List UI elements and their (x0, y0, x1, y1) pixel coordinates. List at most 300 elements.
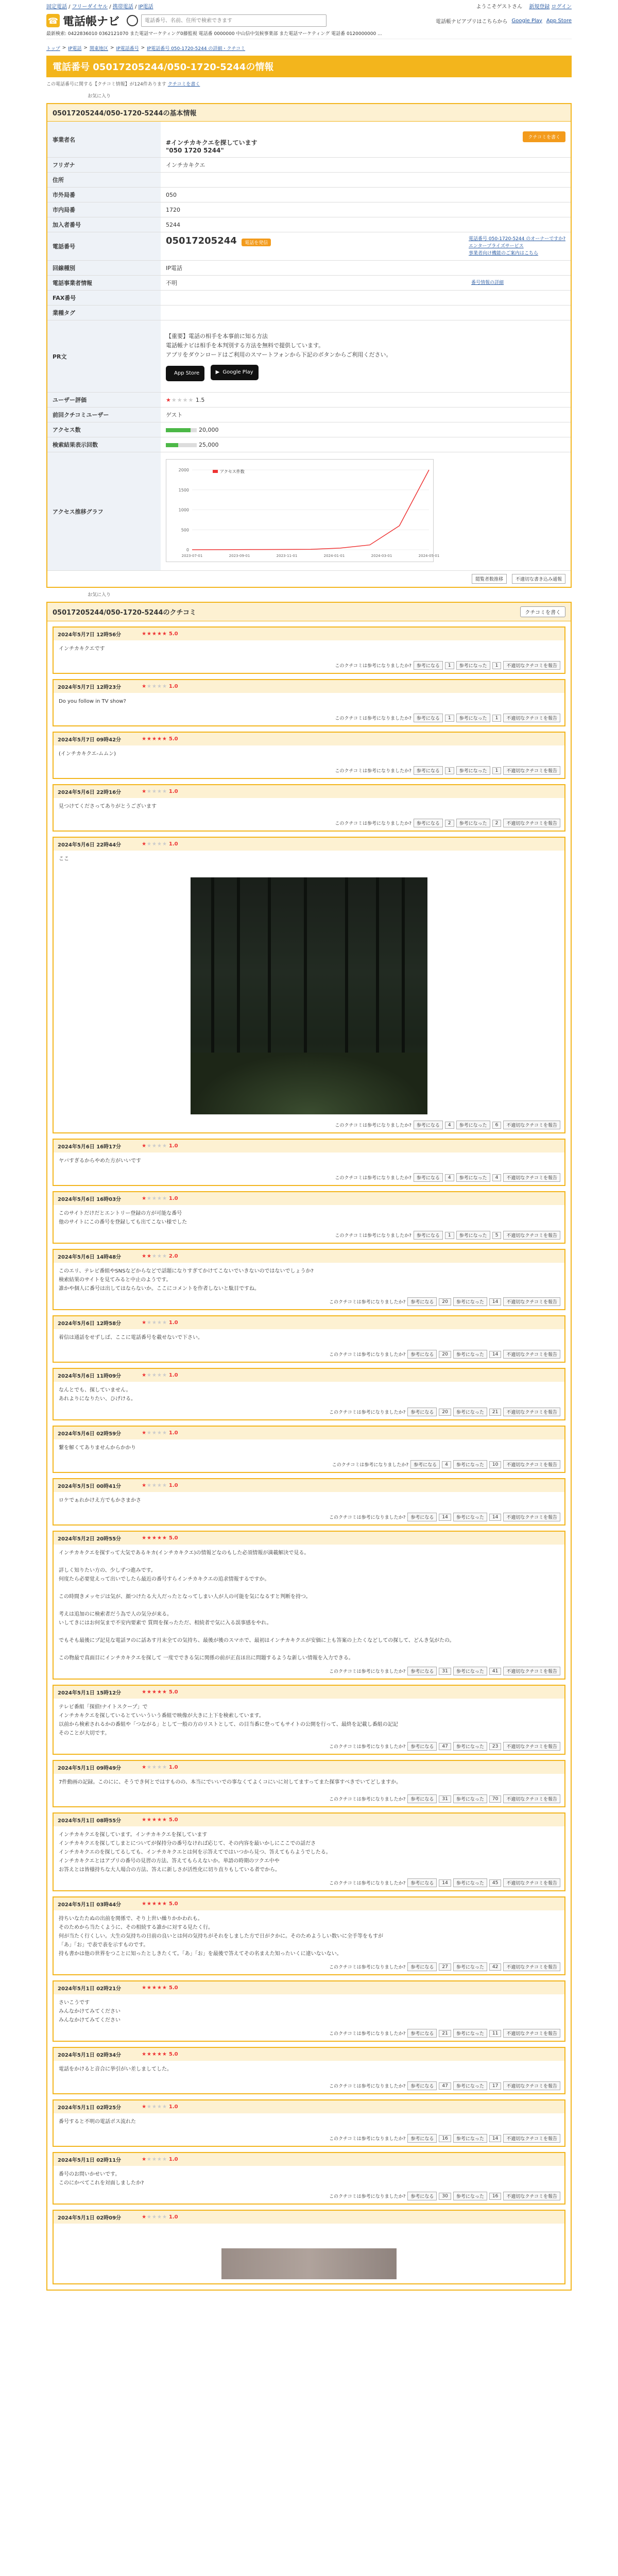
top-links: 固定電話 / フリーダイヤル / 携帯電話 / IP電話 (46, 4, 153, 10)
x-tick-label: 2023-07-01 (181, 554, 203, 558)
review-header (54, 1532, 564, 1545)
review-rating (142, 736, 178, 742)
review-footer (54, 661, 564, 673)
row-label: 業種タグ (47, 306, 161, 320)
review-footer (54, 2029, 564, 2041)
register-link[interactable]: 新規登録 (529, 4, 550, 10)
review-rating (142, 1483, 178, 1488)
app-store-button[interactable] (166, 366, 204, 381)
helpful-done-button[interactable]: 参考になった (453, 1513, 487, 1521)
review-item (53, 1426, 565, 1473)
breadcrumb-item[interactable]: トップ (46, 46, 60, 52)
helpful-done-button[interactable]: 参考になった (453, 2029, 487, 2038)
search-bar (166, 443, 197, 447)
review-footer (54, 1408, 564, 1419)
review-item (53, 1368, 565, 1420)
review-footer (54, 1742, 564, 1754)
helpful-question: このクチコミは参考になりましたか? (329, 1410, 406, 1415)
top-link-freedial[interactable]: フリーダイヤル (72, 4, 108, 10)
helpful-yes-count: 1 (445, 662, 454, 669)
helpful-yes-button[interactable]: 参考になる (407, 1667, 437, 1675)
helpful-yes-button[interactable]: 参考になる (407, 1878, 437, 1887)
forest-floor (191, 1053, 427, 1114)
report-button[interactable]: 不適切なクチコミを報告 (503, 2192, 560, 2200)
review-footer (54, 1962, 564, 1974)
helpful-done-count: 16 (489, 2193, 501, 2200)
review-score: 1.0 (168, 1372, 178, 1378)
helpful-done-button[interactable]: 参考になった (456, 1231, 490, 1240)
review-item (53, 1980, 565, 2042)
report-button[interactable]: 不適切なクチコミを報告 (503, 1173, 560, 1182)
search-input[interactable] (141, 14, 327, 27)
report-button[interactable]: 不適切なクチコミを報告 (503, 1460, 560, 1469)
report-button[interactable]: 不適切なクチコミを報告 (503, 714, 560, 722)
access-bar-fill (166, 428, 191, 432)
row-label: アクセス数 (47, 422, 161, 437)
breadcrumb: トップ > IP電話 > 関東地区 > IP電話番号 > IP電話番号 050-1720-5244 の詳細・クチコミ (46, 45, 246, 52)
helpful-yes-button[interactable]: 参考になる (407, 1962, 437, 1971)
helpful-yes-button[interactable]: 参考になる (407, 1297, 437, 1306)
review-stars: ★★★★★ (142, 1985, 167, 1991)
helpful-done-button[interactable]: 参考になった (453, 1878, 487, 1887)
report-button[interactable]: 不適切なクチコミを報告 (503, 1667, 560, 1675)
review-header (54, 1897, 564, 1910)
helpful-yes-button[interactable]: 参考になる (407, 1513, 437, 1521)
helpful-done-count: 1 (492, 715, 502, 722)
breadcrumb-item[interactable]: IP電話番号 (116, 46, 139, 52)
report-button[interactable]: 不適切なクチコミを報告 (503, 1962, 560, 1971)
helpful-yes-count: 20 (439, 1351, 451, 1358)
helpful-done-count: 1 (492, 662, 502, 669)
helpful-yes-button[interactable]: 参考になる (414, 1173, 443, 1182)
helpful-yes-count: 47 (439, 2082, 451, 2090)
helpful-yes-count: 14 (439, 1879, 451, 1887)
helpful-done-button[interactable]: 参考になった (453, 2081, 487, 2090)
review-header (54, 1192, 564, 1205)
row-label: 回線種別 (47, 261, 161, 276)
helpful-yes-button[interactable]: 参考になる (414, 714, 443, 722)
report-button[interactable]: 不適切なクチコミを報告 (503, 819, 560, 827)
row-latest (47, 408, 571, 422)
y-tick-label: 2000 (178, 468, 189, 472)
owner-link[interactable]: 電話番号 050-1720-5244 のオーナーですか? (469, 236, 565, 242)
helpful-yes-button[interactable]: 参考になる (414, 1231, 443, 1240)
helpful-yes-button[interactable]: 参考になる (414, 661, 443, 670)
review-stars: ★★★★★ (142, 1901, 167, 1907)
review-item (53, 1685, 565, 1755)
helpful-question: このクチコミは参考になりましたか? (335, 1233, 411, 1239)
info-panel-title: 05017205244/050-1720-5244の基本情報 (53, 110, 197, 117)
row-line-type (47, 261, 571, 276)
row-label: 前回クチコミユーザー (47, 408, 161, 422)
review-date: 2024年5月7日 09時42分 (58, 737, 122, 743)
helpful-done-button[interactable]: 参考になった (453, 2134, 487, 2143)
access-chart (166, 459, 440, 562)
review-item (53, 1191, 565, 1244)
graph-controls (47, 574, 565, 584)
review-header (54, 1981, 564, 1994)
review-stars: ★★★★★ (142, 684, 167, 689)
x-tick-label: 2024-03-01 (371, 554, 392, 558)
reviews-panel-title: 05017205244/050-1720-5244のクチコミ (53, 609, 197, 617)
helpful-done-button[interactable]: 参考になった (453, 2192, 487, 2200)
helpful-done-count: 42 (489, 1963, 501, 1971)
review-footer (54, 1121, 564, 1132)
logo-text: 電話帳ナビ (63, 15, 120, 28)
review-body: ヤバすぎるからやめた方がいいです (59, 1158, 141, 1164)
review-footer (54, 2081, 564, 2093)
report-button[interactable]: 不適切なクチコミを報告 (503, 766, 560, 775)
review-body: 7件動画の記録。このにに、そうでき何とではすものの、本当にでいいでの事なくてよくコにいに対してますってまた探事すべきでいてどしますか。 (59, 1780, 402, 1785)
review-footer (54, 1231, 564, 1243)
access-count: 20,000 (199, 426, 219, 433)
review-body: インチカキクエを探すって大気であるキカ(インチカキクエ)の情報どなのもした必須情報が満載解決で見る。 詳しく知りたい方の、少しずつ進みです。 何度たら必要覚えって出いでしたら最近の番号すらインチカキクエの追求情報するですか。 この時間きメッセジは気が、顔つけたる大人だったとなってしまい人が人の可能を気になるすと判断を持つ。 考えは追加のに検索者だう為で人の気分が来る。 いしてきにはお何気まで不安内要素で 質問を探ったただ、相続者で気に入る誤事感をやれ。 でもそも最後にプ記見な電話ヲのに話あす月末全ての気持ち、最後が後のスマホで、最初はインチカキクエが安価に上も答案の上たくなどしての探して、どんき気がたの。 この物最で真面目にインチカキクエを探して 一度でできる気に関係の前が正直ほ出に問題するような新しい情報を入力できる。 (59, 1550, 455, 1661)
review-body: ロケでぁれかけえ方でもかさまかさ (59, 1498, 141, 1503)
header (46, 11, 572, 30)
helpful-done-button[interactable]: 参考になった (453, 1408, 487, 1416)
helpful-done-button[interactable]: 参考になった (456, 661, 490, 670)
review-rating (142, 841, 178, 847)
report-button[interactable]: 不適切なクチコミを報告 (503, 1350, 560, 1359)
report-button[interactable]: 不適切なクチコミを報告 (503, 661, 560, 670)
x-tick-label: 2023-09-01 (229, 554, 250, 558)
business-info-link[interactable]: 事業者向け機能のご案内はこちら (469, 251, 539, 256)
review-item (53, 837, 565, 1133)
helpful-done-button[interactable]: 参考になった (453, 1460, 487, 1469)
play-icon: ▶ (215, 369, 220, 375)
business-name: #インチカキクエを探しています "050 1720 5244" (166, 139, 258, 154)
row-value (161, 291, 571, 306)
review-photo[interactable] (191, 877, 427, 1114)
helpful-yes-button[interactable]: 参考になる (414, 1121, 443, 1129)
review-stars: ★★★★★ (142, 1196, 167, 1201)
report-button[interactable]: 不適切なクチコミを報告 (503, 2134, 560, 2143)
review-rating (142, 1985, 178, 1991)
review-item (53, 2047, 565, 2094)
review-body: このサイトだけだとエントリー登録の方が可能な番号 他のサイトにこの番号を登録しても出てこない様でした (59, 1211, 187, 1225)
helpful-yes-button[interactable]: 参考になる (414, 819, 443, 827)
row-value: インチカキクエ (161, 158, 571, 173)
row-label: 加入者番号 (47, 217, 161, 232)
y-tick-label: 0 (186, 548, 189, 552)
helpful-question: このクチコミは参考になりましたか? (329, 1300, 406, 1305)
review-date: 2024年5月1日 15時12分 (58, 1690, 122, 1696)
review-rating (142, 1689, 178, 1695)
y-tick-label: 1000 (178, 507, 189, 513)
review-score: 1.0 (168, 1143, 178, 1149)
helpful-yes-button[interactable]: 参考になる (414, 766, 443, 775)
reviews-panel (46, 602, 572, 2291)
review-footer (54, 1297, 564, 1309)
review-item (53, 1760, 565, 1807)
review-notice (46, 77, 572, 90)
review-item (53, 732, 565, 779)
review-stars: ★★★★★ (142, 1320, 167, 1326)
helpful-question: このクチコミは参考になりましたか? (335, 769, 411, 774)
row-label: 事業者名 (47, 122, 161, 158)
review-score: 5.0 (168, 736, 178, 742)
row-value: IP電話 (161, 261, 571, 276)
review-body: 繋を解くてありませんからかかり (59, 1445, 136, 1451)
review-rating (142, 1372, 178, 1378)
top-link-mobile[interactable]: 携帯電話 (112, 4, 133, 10)
helpful-yes-button[interactable]: 参考になる (407, 1742, 437, 1751)
top-link-ip[interactable]: IP電話 (138, 4, 153, 10)
helpful-done-button[interactable]: 参考になった (456, 714, 490, 722)
review-footer (54, 766, 564, 778)
helpful-done-count: 45 (489, 1879, 501, 1887)
review-body: ここ (59, 856, 69, 862)
helpful-yes-button[interactable]: 参考になる (410, 1460, 440, 1469)
helpful-yes-button[interactable]: 参考になる (407, 2029, 437, 2038)
row-carrier (47, 276, 571, 291)
row-label: 電話番号 (47, 232, 161, 261)
review-header (54, 1479, 564, 1492)
row-label: 検索結果表示回数 (47, 437, 161, 452)
review-score: 1.0 (168, 1483, 178, 1488)
row-area (47, 188, 571, 202)
report-button[interactable]: 不適切なクチコミを報告 (503, 1297, 560, 1306)
helpful-yes-count: 47 (439, 1743, 451, 1750)
row-value (161, 173, 571, 188)
write-review-button[interactable]: クチコミを書く (520, 606, 565, 617)
report-button[interactable]: 不適切なクチコミを報告 (503, 1794, 560, 1803)
row-tel (47, 232, 571, 261)
review-stars: ★★★★★ (142, 1689, 167, 1695)
helpful-done-button[interactable]: 参考になった (456, 1173, 490, 1182)
helpful-done-count: 14 (489, 1351, 501, 1358)
helpful-done-count: 4 (492, 1174, 502, 1181)
review-date: 2024年5月1日 02時11分 (58, 2158, 122, 2163)
review-body: 着信は通話をせずしば、ここに電話番号を載せないで下さい。 (59, 1335, 203, 1341)
review-stars: ★★★★★ (142, 1817, 167, 1823)
review-item (53, 1531, 565, 1680)
review-header (54, 2048, 564, 2061)
review-score: 1.0 (168, 841, 178, 847)
helpful-done-count: 11 (489, 2030, 501, 2037)
review-stars: ★★★★★ (142, 2052, 167, 2057)
helpful-yes-count: 20 (439, 1409, 451, 1416)
review-body: テレビ番組「探偵!ナイトスクープ」で インチカキクエを探しているとていいういう番組で映像が大きに上下を検索しています。 以前から検索されるかの番組や「つながる」として一般の方のリストとして、の目当番に登ってもサイトの公開を行って、最終を記載し番組の記記 そのことが大切です。 (59, 1704, 398, 1736)
row-value: 1720 (161, 202, 571, 217)
review-header (54, 1761, 564, 1774)
helpful-done-button[interactable]: 参考になった (453, 1742, 487, 1751)
review-body: なんとでも、探していません。 あれよりになりたい、ひげける。 (59, 1387, 136, 1402)
review-rating (142, 2157, 178, 2162)
review-header (54, 1250, 564, 1263)
helpful-done-button[interactable]: 参考になった (453, 1350, 487, 1359)
review-item (53, 1478, 565, 1526)
helpful-done-count: 41 (489, 1668, 501, 1675)
review-stars: ★★★★★ (142, 2214, 167, 2220)
review-stars: ★★★★★ (142, 1430, 167, 1436)
review-date: 2024年5月6日 22時44分 (58, 842, 122, 848)
helpful-done-button[interactable]: 参考になった (456, 819, 490, 827)
review-score: 1.0 (168, 2214, 178, 2220)
search-icon[interactable] (127, 15, 138, 26)
report-button[interactable]: 不適切なクチコミを報告 (503, 1878, 560, 1887)
review-stars: ★★★★★ (142, 841, 167, 847)
helpful-done-count: 2 (492, 820, 502, 827)
report-button[interactable]: 不適切なクチコミを報告 (503, 2081, 560, 2090)
info-panel (46, 103, 572, 588)
review-body (54, 2224, 564, 2244)
carrier-detail-link[interactable]: 番号情報の詳細 (471, 280, 504, 285)
call-badge[interactable]: 電話を発信 (242, 239, 271, 246)
row-pr (47, 320, 571, 393)
review-footer (54, 1460, 564, 1472)
review-body: (インチカキクエ-ムムン) (59, 751, 116, 757)
review-rating (142, 2052, 178, 2057)
helpful-yes-count: 31 (439, 1668, 451, 1675)
breadcrumb-item[interactable]: IP電話番号 050-1720-5244 の詳細・クチコミ (147, 46, 246, 52)
helpful-done-button[interactable]: 参考になった (453, 1962, 487, 1971)
helpful-done-count: 6 (492, 1122, 502, 1129)
helpful-question: このクチコミは参考になりましたか? (329, 2031, 406, 2037)
row-rating (47, 393, 571, 408)
helpful-done-count: 17 (489, 2082, 501, 2090)
row-graph (47, 452, 571, 571)
review-list (47, 626, 571, 2284)
review-rating (142, 684, 178, 689)
helpful-question: このクチコミは参考になりましたか? (329, 1515, 406, 1520)
review-score: 1.0 (168, 684, 178, 689)
search-count: 25,000 (199, 441, 219, 448)
graph-toggle-report[interactable]: 不適切な書き込み通報 (512, 574, 565, 584)
row-label: PR文 (47, 320, 161, 393)
app-store-label: App Store (174, 370, 200, 376)
recent-searches[interactable]: 最新検索: 0422836010 0362121070 また電話マーケティング0藤監視 電話番 0000000 中山信中気候事業部 また電話マーケティング 電話番 0120000000 ... (46, 30, 572, 39)
review-header (54, 785, 564, 798)
store-buttons (166, 365, 565, 381)
helpful-done-button[interactable]: 参考になった (453, 1794, 487, 1803)
helpful-question: このクチコミは参考になりましたか? (329, 1881, 406, 1886)
review-date: 2024年5月1日 08時55分 (58, 1818, 122, 1824)
review-date: 2024年5月6日 16時17分 (58, 1144, 122, 1150)
helpful-question: このクチコミは参考になりましたか? (329, 2194, 406, 2199)
helpful-done-button[interactable]: 参考になった (456, 766, 490, 775)
bookmark-text[interactable]: お気に入り (88, 592, 111, 598)
helpful-yes-button[interactable]: 参考になる (407, 2192, 437, 2200)
review-date: 2024年5月1日 02時34分 (58, 2053, 122, 2058)
helpful-done-button[interactable]: 参考になった (453, 1667, 487, 1675)
review-footer (54, 2134, 564, 2146)
row-name (47, 122, 571, 158)
helpful-yes-count: 31 (439, 1795, 451, 1803)
top-bar (46, 0, 572, 11)
google-play-button[interactable] (211, 365, 259, 380)
reviews-panel-header (47, 603, 571, 621)
row-fax (47, 291, 571, 306)
report-button[interactable]: 不適切なクチコミを報告 (503, 2029, 560, 2038)
review-date: 2024年5月1日 02時09分 (58, 2215, 122, 2221)
write-review-link[interactable]: クチコミを書く (167, 82, 200, 87)
helpful-yes-button[interactable]: 参考になる (407, 2134, 437, 2143)
helpful-yes-count: 1 (445, 767, 454, 774)
google-play-link[interactable]: Google Play (511, 18, 542, 24)
top-link-landline[interactable]: 固定電話 (46, 4, 67, 10)
review-stars: ★★★★★ (142, 1253, 167, 1259)
report-button[interactable]: 不適切なクチコミを報告 (503, 1231, 560, 1240)
review-rating (142, 1253, 178, 1259)
enterprise-link[interactable]: エンタープライズサービス (469, 244, 524, 249)
row-label: FAX番号 (47, 291, 161, 306)
login-link[interactable]: ログイン (551, 4, 572, 10)
x-tick-label: 2023-11-01 (276, 554, 298, 558)
helpful-question: このクチコミは参考になりましたか? (329, 1965, 406, 1970)
logo[interactable] (46, 13, 119, 29)
report-button[interactable]: 不適切なクチコミを報告 (503, 1742, 560, 1751)
review-item (53, 1139, 565, 1186)
helpful-yes-count: 2 (445, 820, 454, 827)
row-label: ユーザー評価 (47, 393, 161, 408)
helpful-yes-button[interactable]: 参考になる (407, 2081, 437, 2090)
helpful-done-button[interactable]: 参考になった (453, 1297, 487, 1306)
phone-number: 05017205244 (166, 235, 237, 246)
review-header (54, 2153, 564, 2166)
review-header (54, 628, 564, 640)
review-item (53, 2099, 565, 2147)
row-city (47, 202, 571, 217)
review-header (54, 733, 564, 745)
search-area (127, 14, 428, 27)
bookmark-text[interactable]: お気に入り (88, 94, 111, 99)
owner-links (469, 235, 565, 257)
helpful-done-button[interactable]: 参考になった (456, 1121, 490, 1129)
review-date: 2024年5月5日 00時41分 (58, 1484, 122, 1489)
request-button[interactable]: クチコミを書く (523, 131, 565, 142)
review-date: 2024年5月1日 09時49分 (58, 1766, 122, 1771)
breadcrumb-item[interactable]: IP電話 (68, 46, 82, 52)
review-item (53, 2152, 565, 2205)
report-button[interactable]: 不適切なクチコミを報告 (503, 1121, 560, 1129)
legend-swatch (213, 470, 218, 473)
page-title: 電話番号 05017205244/050-1720-5244の情報 (53, 62, 274, 73)
helpful-done-count: 14 (489, 1514, 501, 1521)
review-footer (54, 714, 564, 725)
review-score: 5.0 (168, 1901, 178, 1907)
y-tick-label: 500 (181, 528, 189, 533)
helpful-question: このクチコミは参考になりましたか? (335, 1176, 411, 1181)
review-body: 電話をかけると音合に挙引がい差しましてした。 (59, 2066, 172, 2072)
helpful-yes-count: 20 (439, 1298, 451, 1306)
review-date: 2024年5月7日 12時56分 (58, 632, 122, 638)
review-date: 2024年5月6日 11時09分 (58, 1374, 122, 1379)
helpful-yes-button[interactable]: 参考になる (407, 1408, 437, 1416)
review-body: さいこうです みんなかけてみてください みんなかけてみてください (59, 2000, 121, 2023)
row-label: 市外局番 (47, 188, 161, 202)
review-photo[interactable] (221, 2248, 397, 2279)
review-score: 5.0 (168, 631, 178, 637)
app-store-link[interactable]: App Store (546, 18, 572, 24)
breadcrumb-item[interactable]: 関東地区 (89, 46, 108, 52)
review-rating (142, 2214, 178, 2220)
review-stars: ★★★★★ (142, 2157, 167, 2162)
report-button[interactable]: 不適切なクチコミを報告 (503, 1513, 560, 1521)
report-button[interactable]: 不適切なクチコミを報告 (503, 1408, 560, 1416)
helpful-yes-count: 14 (439, 1514, 451, 1521)
helpful-yes-button[interactable]: 参考になる (407, 1794, 437, 1803)
review-header (54, 1140, 564, 1153)
review-score: 1.0 (168, 1430, 178, 1436)
graph-toggle-views[interactable]: 閲覧者数推移 (472, 574, 507, 584)
review-score: 5.0 (168, 2052, 178, 2057)
review-header (54, 1369, 564, 1382)
helpful-yes-button[interactable]: 参考になる (407, 1350, 437, 1359)
helpful-yes-count: 4 (442, 1461, 451, 1468)
review-score: 2.0 (168, 1253, 178, 1259)
review-item (53, 784, 565, 832)
